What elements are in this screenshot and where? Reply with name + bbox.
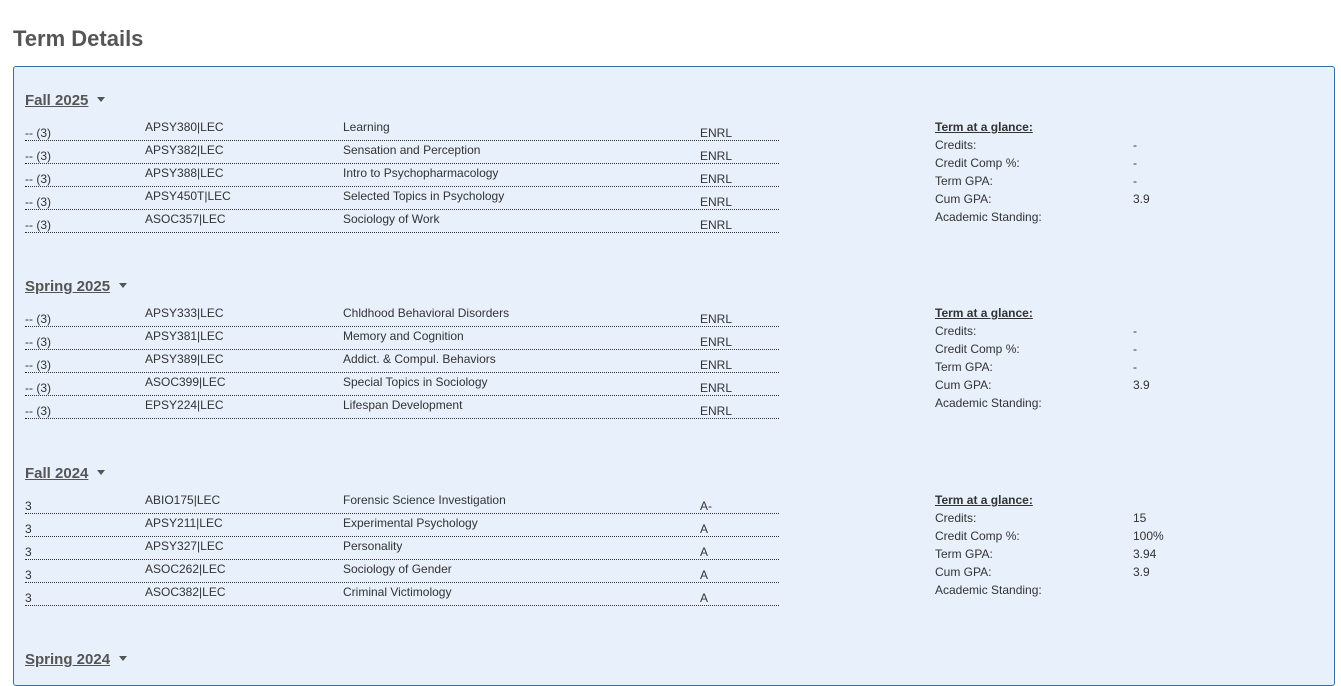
course-title: Sociology of Work <box>343 212 440 226</box>
glance-value: 3.9 <box>1133 378 1150 392</box>
course-credits: -- (3) <box>25 218 51 232</box>
course-code: EPSY224|LEC <box>145 398 224 412</box>
glance-label: Cum GPA: <box>935 565 992 579</box>
course-grade: ENRL <box>700 381 733 395</box>
glance-value: 3.94 <box>1133 547 1157 561</box>
term-at-a-glance <box>935 305 1235 413</box>
glance-label: Term GPA: <box>935 547 993 561</box>
course-grade: ENRL <box>700 312 733 326</box>
course-row <box>25 373 779 396</box>
course-grade: ENRL <box>700 335 733 349</box>
glance-label: Academic Standing: <box>935 210 1042 224</box>
glance-label: Credits: <box>935 138 977 152</box>
course-code: ABIO175|LEC <box>145 493 221 507</box>
term-name: Fall 2025 <box>25 92 89 109</box>
course-row <box>25 118 779 141</box>
term-at-a-glance <box>935 492 1235 600</box>
term-name: Spring 2024 <box>25 651 111 668</box>
course-title: Sensation and Perception <box>343 143 481 157</box>
course-credits: 3 <box>25 522 32 536</box>
course-title: Lifespan Development <box>343 398 463 412</box>
course-grade: ENRL <box>700 218 733 232</box>
glance-value: - <box>1133 342 1137 356</box>
course-row <box>25 187 779 210</box>
course-code: APSY333|LEC <box>145 306 224 320</box>
glance-label: Credit Comp %: <box>935 156 1020 170</box>
glance-value: 15 <box>1133 511 1147 525</box>
course-credits: -- (3) <box>25 404 51 418</box>
course-credits: 3 <box>25 568 32 582</box>
glance-cum-gpa <box>935 191 1235 209</box>
glance-cum-gpa <box>935 564 1235 582</box>
term-name: Fall 2024 <box>25 465 89 482</box>
course-grade: A <box>700 591 709 605</box>
course-grade: ENRL <box>700 195 733 209</box>
caret-down-icon <box>97 470 105 475</box>
glance-label: Credit Comp %: <box>935 342 1020 356</box>
course-credits: -- (3) <box>25 335 51 349</box>
course-credits: 3 <box>25 499 32 513</box>
glance-cum-gpa <box>935 377 1235 395</box>
course-row <box>25 141 779 164</box>
course-code: APSY382|LEC <box>145 143 224 157</box>
glance-label: Credit Comp %: <box>935 529 1020 543</box>
term-toggle-fall-2024[interactable] <box>25 465 105 482</box>
glance-title: Term at a glance: <box>935 120 1033 134</box>
course-title: Selected Topics in Psychology <box>343 189 505 203</box>
course-code: ASOC357|LEC <box>145 212 226 226</box>
course-grade: ENRL <box>700 172 733 186</box>
glance-credits <box>935 137 1235 155</box>
course-credits: -- (3) <box>25 358 51 372</box>
course-row <box>25 164 779 187</box>
glance-term-gpa <box>935 546 1235 564</box>
course-grade: ENRL <box>700 126 733 140</box>
course-row <box>25 537 779 560</box>
glance-title: Term at a glance: <box>935 493 1033 507</box>
course-code: ASOC399|LEC <box>145 375 226 389</box>
glance-label: Term GPA: <box>935 174 993 188</box>
course-grade: ENRL <box>700 149 733 163</box>
glance-label: Academic Standing: <box>935 396 1042 410</box>
course-credits: -- (3) <box>25 195 51 209</box>
course-title: Learning <box>343 120 390 134</box>
course-code: APSY450T|LEC <box>145 189 231 203</box>
course-list <box>25 491 779 606</box>
glance-value: - <box>1133 360 1137 374</box>
glance-credit-comp <box>935 528 1235 546</box>
caret-down-icon <box>119 656 127 661</box>
glance-credit-comp <box>935 155 1235 173</box>
glance-credits <box>935 323 1235 341</box>
course-credits: 3 <box>25 591 32 605</box>
glance-value: - <box>1133 174 1137 188</box>
course-row <box>25 210 779 233</box>
course-code: ASOC262|LEC <box>145 562 226 576</box>
glance-value: - <box>1133 138 1137 152</box>
glance-value: - <box>1133 156 1137 170</box>
term-name: Spring 2025 <box>25 278 111 295</box>
course-row <box>25 583 779 606</box>
glance-credits <box>935 510 1235 528</box>
course-title: Personality <box>343 539 403 553</box>
term-toggle-spring-2025[interactable] <box>25 278 127 295</box>
course-credits: -- (3) <box>25 312 51 326</box>
glance-label: Academic Standing: <box>935 583 1042 597</box>
course-grade: A- <box>700 499 712 513</box>
glance-value: 3.9 <box>1133 565 1150 579</box>
glance-value: - <box>1133 324 1137 338</box>
course-row <box>25 514 779 537</box>
course-row <box>25 396 779 419</box>
course-credits: -- (3) <box>25 381 51 395</box>
glance-term-gpa <box>935 173 1235 191</box>
course-grade: ENRL <box>700 404 733 418</box>
caret-down-icon <box>119 283 127 288</box>
course-list <box>25 118 779 233</box>
glance-value: 3.9 <box>1133 192 1150 206</box>
course-code: APSY327|LEC <box>145 539 224 553</box>
course-title: Experimental Psychology <box>343 516 478 530</box>
course-title: Forensic Science Investigation <box>343 493 506 507</box>
course-credits: -- (3) <box>25 172 51 186</box>
course-title: Memory and Cognition <box>343 329 464 343</box>
glance-academic-standing <box>935 209 1235 227</box>
term-toggle-spring-2024[interactable] <box>25 651 127 668</box>
glance-term-gpa <box>935 359 1235 377</box>
course-grade: A <box>700 522 709 536</box>
glance-label: Credits: <box>935 511 977 525</box>
course-title: Addict. & Compul. Behaviors <box>343 352 496 366</box>
course-grade: A <box>700 568 709 582</box>
course-credits: -- (3) <box>25 126 51 140</box>
course-credits: -- (3) <box>25 149 51 163</box>
course-row <box>25 327 779 350</box>
caret-down-icon <box>97 97 105 102</box>
glance-label: Credits: <box>935 324 977 338</box>
glance-value: 100% <box>1133 529 1164 543</box>
course-title: Criminal Victimology <box>343 585 452 599</box>
course-row <box>25 560 779 583</box>
glance-title: Term at a glance: <box>935 306 1033 320</box>
course-list <box>25 304 779 419</box>
glance-label: Term GPA: <box>935 360 993 374</box>
course-code: APSY381|LEC <box>145 329 224 343</box>
course-title: Intro to Psychopharmacology <box>343 166 499 180</box>
term-details-panel <box>13 66 1335 686</box>
course-row <box>25 491 779 514</box>
term-at-a-glance <box>935 119 1235 227</box>
glance-label: Cum GPA: <box>935 378 992 392</box>
course-code: APSY388|LEC <box>145 166 224 180</box>
course-row <box>25 350 779 373</box>
course-title: Chldhood Behavioral Disorders <box>343 306 510 320</box>
page-title: Term Details <box>13 26 144 51</box>
course-credits: 3 <box>25 545 32 559</box>
glance-academic-standing <box>935 582 1235 600</box>
course-code: APSY389|LEC <box>145 352 224 366</box>
course-row <box>25 304 779 327</box>
course-code: APSY380|LEC <box>145 120 224 134</box>
glance-credit-comp <box>935 341 1235 359</box>
course-code: APSY211|LEC <box>145 516 223 530</box>
course-title: Sociology of Gender <box>343 562 452 576</box>
glance-label: Cum GPA: <box>935 192 992 206</box>
course-grade: A <box>700 545 709 559</box>
course-grade: ENRL <box>700 358 733 372</box>
term-toggle-fall-2025[interactable] <box>25 92 105 109</box>
glance-academic-standing <box>935 395 1235 413</box>
course-code: ASOC382|LEC <box>145 585 226 599</box>
course-title: Special Topics in Sociology <box>343 375 488 389</box>
